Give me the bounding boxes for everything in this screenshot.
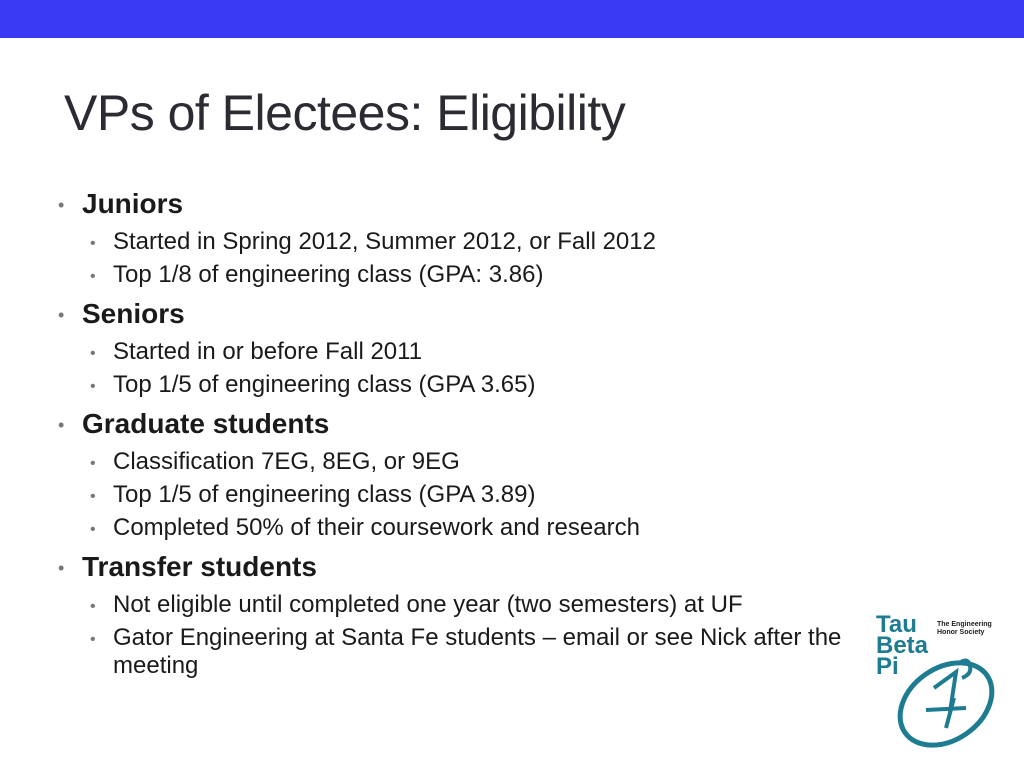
bullet-icon: •: [90, 455, 96, 472]
bullet-icon: •: [90, 378, 96, 395]
bullet-icon: •: [90, 488, 96, 505]
logo-tagline: The Engineering Honor Society: [937, 621, 992, 636]
section-seniors: [58, 294, 848, 399]
bullet-icon: •: [90, 521, 96, 538]
bullet-icon: •: [90, 345, 96, 362]
section-heading: Seniors: [82, 298, 185, 329]
top-accent-bar: [0, 0, 1024, 38]
section-heading: Transfer students: [82, 551, 317, 582]
list-item: • Started in or before Fall 2011: [82, 338, 848, 366]
bullet-icon: •: [90, 631, 96, 648]
bullet-icon: •: [90, 598, 96, 615]
bullet-icon: •: [58, 195, 65, 215]
section-juniors: [58, 184, 848, 289]
bullet-icon: •: [90, 268, 96, 285]
slide-title: VPs of Electees: Eligibility: [64, 85, 626, 141]
section-heading: Graduate students: [82, 408, 330, 439]
list-item: • Started in Spring 2012, Summer 2012, or Fall 2012: [82, 228, 848, 256]
list-item: • Top 1/8 of engineering class (GPA: 3.86): [82, 261, 848, 289]
bullet-icon: •: [58, 415, 65, 435]
section-transfer-students: [58, 547, 848, 680]
list-item: • Not eligible until completed one year (two semesters) at UF: [82, 591, 848, 619]
section-graduate-students: [58, 404, 848, 542]
section-heading: Juniors: [82, 188, 184, 219]
tau-beta-pi-logo: [870, 612, 1010, 752]
list-item: • Gator Engineering at Santa Fe students – email or see Nick after the meeting: [90, 624, 842, 679]
list-item: • Top 1/5 of engineering class (GPA 3.89): [82, 481, 848, 509]
list-item: • Top 1/5 of engineering class (GPA 3.65): [82, 371, 848, 399]
logo-wordmark: Tau Beta Pi: [876, 611, 929, 680]
list-item: • Classification 7EG, 8EG, or 9EG: [82, 448, 848, 476]
bullet-list: [58, 180, 848, 685]
list-item: • Completed 50% of their coursework and research: [82, 514, 848, 542]
bullet-icon: •: [58, 305, 65, 325]
bullet-icon: •: [90, 235, 96, 252]
bullet-icon: •: [58, 558, 65, 578]
